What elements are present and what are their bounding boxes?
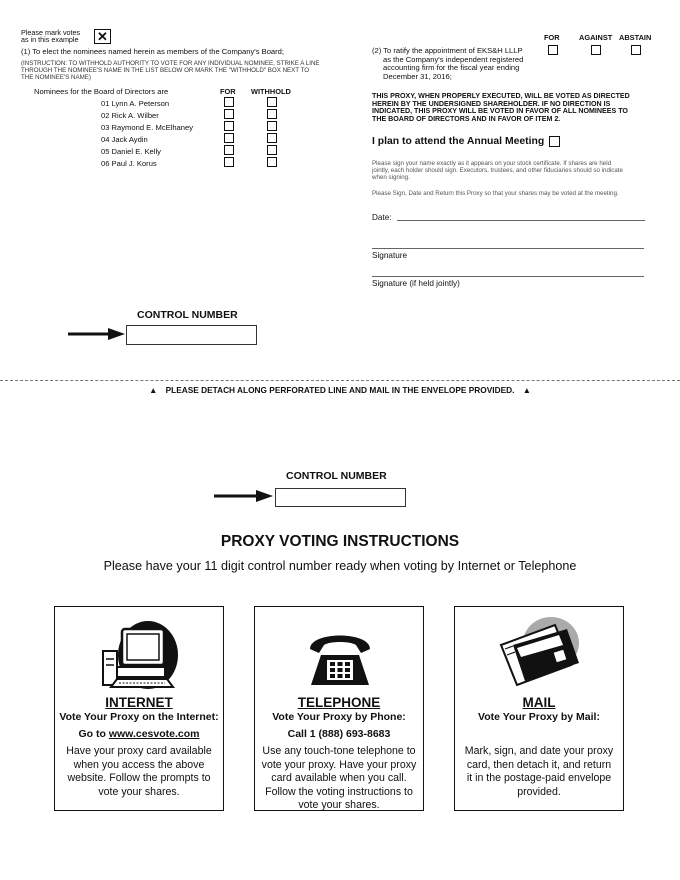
control-number-box (126, 325, 257, 345)
detach-text: PLEASE DETACH ALONG PERFORATED LINE AND MAIL IN THE ENVELOPE PROVIDED. (165, 385, 515, 395)
internet-desc-line: website. Follow the prompts to (67, 772, 211, 785)
nominee-1-withhold-checkbox[interactable] (267, 97, 277, 107)
mark-example-box: ✕ (94, 29, 111, 44)
proposal2-col-abstain: ABSTAIN (619, 33, 652, 42)
mail-desc-line: Mark, sign, and date your proxy (464, 745, 614, 757)
return-instruction: Please Sign, Date and Return this Proxy so that your shares may be voted at the meeting. (372, 190, 619, 197)
proposal2-col-against: AGAINST (579, 33, 613, 42)
mail-card (454, 606, 624, 811)
proposal2-abstain-checkbox[interactable] (631, 45, 641, 55)
control-number-arrow-icon (214, 489, 274, 503)
mail-subtitle: Vote Your Proxy by Mail: (478, 711, 600, 723)
signature-joint-field-line[interactable] (372, 276, 644, 277)
nominee-name: 03 Raymond E. McElhaney (101, 123, 194, 132)
proxy-statement-line: THIS PROXY, WHEN PROPERLY EXECUTED, WILL BE VOTED AS DIRECTED (372, 92, 630, 100)
nominee-4-for-checkbox[interactable] (224, 133, 234, 143)
nominee-name: 02 Rick A. Wilber (101, 111, 159, 120)
computer-icon (55, 615, 225, 691)
telephone-card (254, 606, 424, 811)
control-number-label: CONTROL NUMBER (137, 309, 238, 321)
instructions-subtitle: Please have your 11 digit control number ready when voting by Internet or Telephone (103, 559, 577, 573)
nominee-3-for-checkbox[interactable] (224, 121, 234, 131)
nominee-5-for-checkbox[interactable] (224, 145, 234, 155)
telephone-desc-line: Use any touch-tone telephone to (262, 745, 416, 757)
instructions-title: PROXY VOTING INSTRUCTIONS (220, 533, 460, 550)
internet-website-link[interactable]: www.cesvote.com (108, 728, 200, 740)
signature-field-line[interactable] (372, 248, 644, 249)
nominee-name: 06 Paul J. Korus (101, 159, 157, 168)
mark-example-label (21, 29, 80, 44)
nominees-heading: Nominees for the Board of Directors are (34, 87, 169, 96)
mark-example-line1: Please mark votes (21, 28, 81, 37)
proposal1-instruction (21, 60, 351, 81)
proxy-statement-line: INDICATED, THIS PROXY WILL BE VOTED IN FAVOR OF ALL NOMINEES TO (372, 107, 628, 116)
proposal2-line: as the Company's independent registered (383, 54, 524, 64)
proposal1-text: (1) To elect the nominees named herein as members of the Company's Board; (21, 47, 285, 56)
nominee-col-for: FOR (220, 87, 236, 96)
mail-desc-line: card, then detach it, and return (466, 758, 612, 771)
sign-instructions-line: jointly, each holder should sign. Executors, trustees, and other fiduciaries should so indicate (372, 167, 623, 174)
triangle-up-icon: ▲ (149, 385, 158, 395)
proposal2-text (372, 47, 523, 81)
internet-desc-line: when you access the above (73, 758, 205, 771)
internet-detail (55, 728, 223, 740)
control-number-label-2: CONTROL NUMBER (286, 470, 387, 482)
instruction-line: (INSTRUCTION: TO WITHHOLD AUTHORITY TO VOTE FOR ANY INDIVIDUAL NOMINEE, STRIKE A LINE (21, 60, 320, 67)
nominee-name: 01 Lynn A. Peterson (101, 99, 170, 108)
proposal2-for-checkbox[interactable] (548, 45, 558, 55)
internet-desc-line: vote your shares. (98, 785, 180, 798)
mail-desc-line: provided. (517, 785, 561, 798)
proposal2-line: accounting firm for the fiscal year ending (383, 63, 520, 73)
internet-subtitle: Vote Your Proxy on the Internet: (59, 711, 219, 723)
instruction-line: THE NOMINEE'S NAME) (21, 74, 91, 81)
date-field-line[interactable] (397, 220, 645, 221)
nominee-name: 04 Jack Aydin (101, 135, 148, 144)
proposal2-line: December 31, 2016; (383, 71, 452, 81)
nominee-col-withhold: WITHHOLD (251, 87, 291, 96)
mail-desc-line: it in the postage-paid envelope (466, 772, 612, 785)
attend-label: I plan to attend the Annual Meeting (372, 136, 545, 147)
nominee-5-withhold-checkbox[interactable] (267, 145, 277, 155)
internet-card (54, 606, 224, 811)
detach-instruction (0, 385, 680, 395)
proxy-statement (372, 93, 662, 123)
telephone-desc-line: Follow the voting instructions to (265, 785, 413, 798)
telephone-desc-line: vote your shares. (298, 799, 380, 812)
proxy-statement-line: THE BOARD OF DIRECTORS AND IN FAVOR OF ITEM 2. (372, 114, 561, 123)
telephone-icon (255, 615, 425, 691)
telephone-subtitle: Vote Your Proxy by Phone: (272, 711, 406, 723)
sign-instructions (372, 160, 662, 181)
mail-description (459, 745, 619, 799)
nominee-name: 05 Daniel E. Kelly (101, 147, 161, 156)
mark-example-line2: as in this example (21, 35, 79, 45)
signature-joint-label: Signature (if held jointly) (372, 279, 460, 288)
control-number-arrow-icon (68, 327, 126, 341)
triangle-up-icon: ▲ (522, 385, 531, 395)
nominee-4-withhold-checkbox[interactable] (267, 133, 277, 143)
date-label: Date: (372, 213, 392, 222)
instruction-line: THROUGH THE NOMINEE'S NAME IN THE LIST BELOW OR MARK THE "WITHHOLD" BOX NEXT TO (21, 67, 310, 74)
internet-desc-line: Have your proxy card available (66, 745, 212, 757)
proposal2-against-checkbox[interactable] (591, 45, 601, 55)
telephone-desc-line: card available when you call. (271, 772, 407, 785)
proxy-statement-line: HEREIN BY THE UNDERSIGNED SHAREHOLDER. IF NO DIRECTION IS (372, 99, 611, 108)
internet-description (59, 745, 219, 799)
sign-instructions-line: when signing. (372, 174, 410, 181)
nominee-6-withhold-checkbox[interactable] (267, 157, 277, 167)
nominee-3-withhold-checkbox[interactable] (267, 121, 277, 131)
proposal2-col-for: FOR (544, 33, 560, 42)
mail-envelope-icon (455, 615, 625, 691)
control-number-box-2 (275, 488, 406, 507)
perforated-line (0, 380, 680, 381)
sign-instructions-line: Please sign your name exactly as it appears on your stock certificate. If shares are held (372, 160, 612, 167)
nominee-2-withhold-checkbox[interactable] (267, 109, 277, 119)
attend-checkbox[interactable] (549, 136, 560, 147)
nominee-1-for-checkbox[interactable] (224, 97, 234, 107)
telephone-number[interactable]: Call 1 (888) 693-8683 (287, 728, 391, 740)
nominee-2-for-checkbox[interactable] (224, 109, 234, 119)
internet-detail-prefix: Go to (78, 728, 109, 740)
telephone-title: TELEPHONE (297, 695, 381, 710)
signature-label: Signature (372, 251, 408, 260)
mail-title: MAIL (522, 695, 556, 710)
proposal2-line: (2) To ratify the appointment of EKS&H LLLP (372, 46, 523, 55)
internet-title: INTERNET (105, 695, 173, 710)
nominee-6-for-checkbox[interactable] (224, 157, 234, 167)
telephone-desc-line: vote your proxy. Have your proxy (261, 758, 417, 771)
telephone-description (259, 745, 419, 813)
